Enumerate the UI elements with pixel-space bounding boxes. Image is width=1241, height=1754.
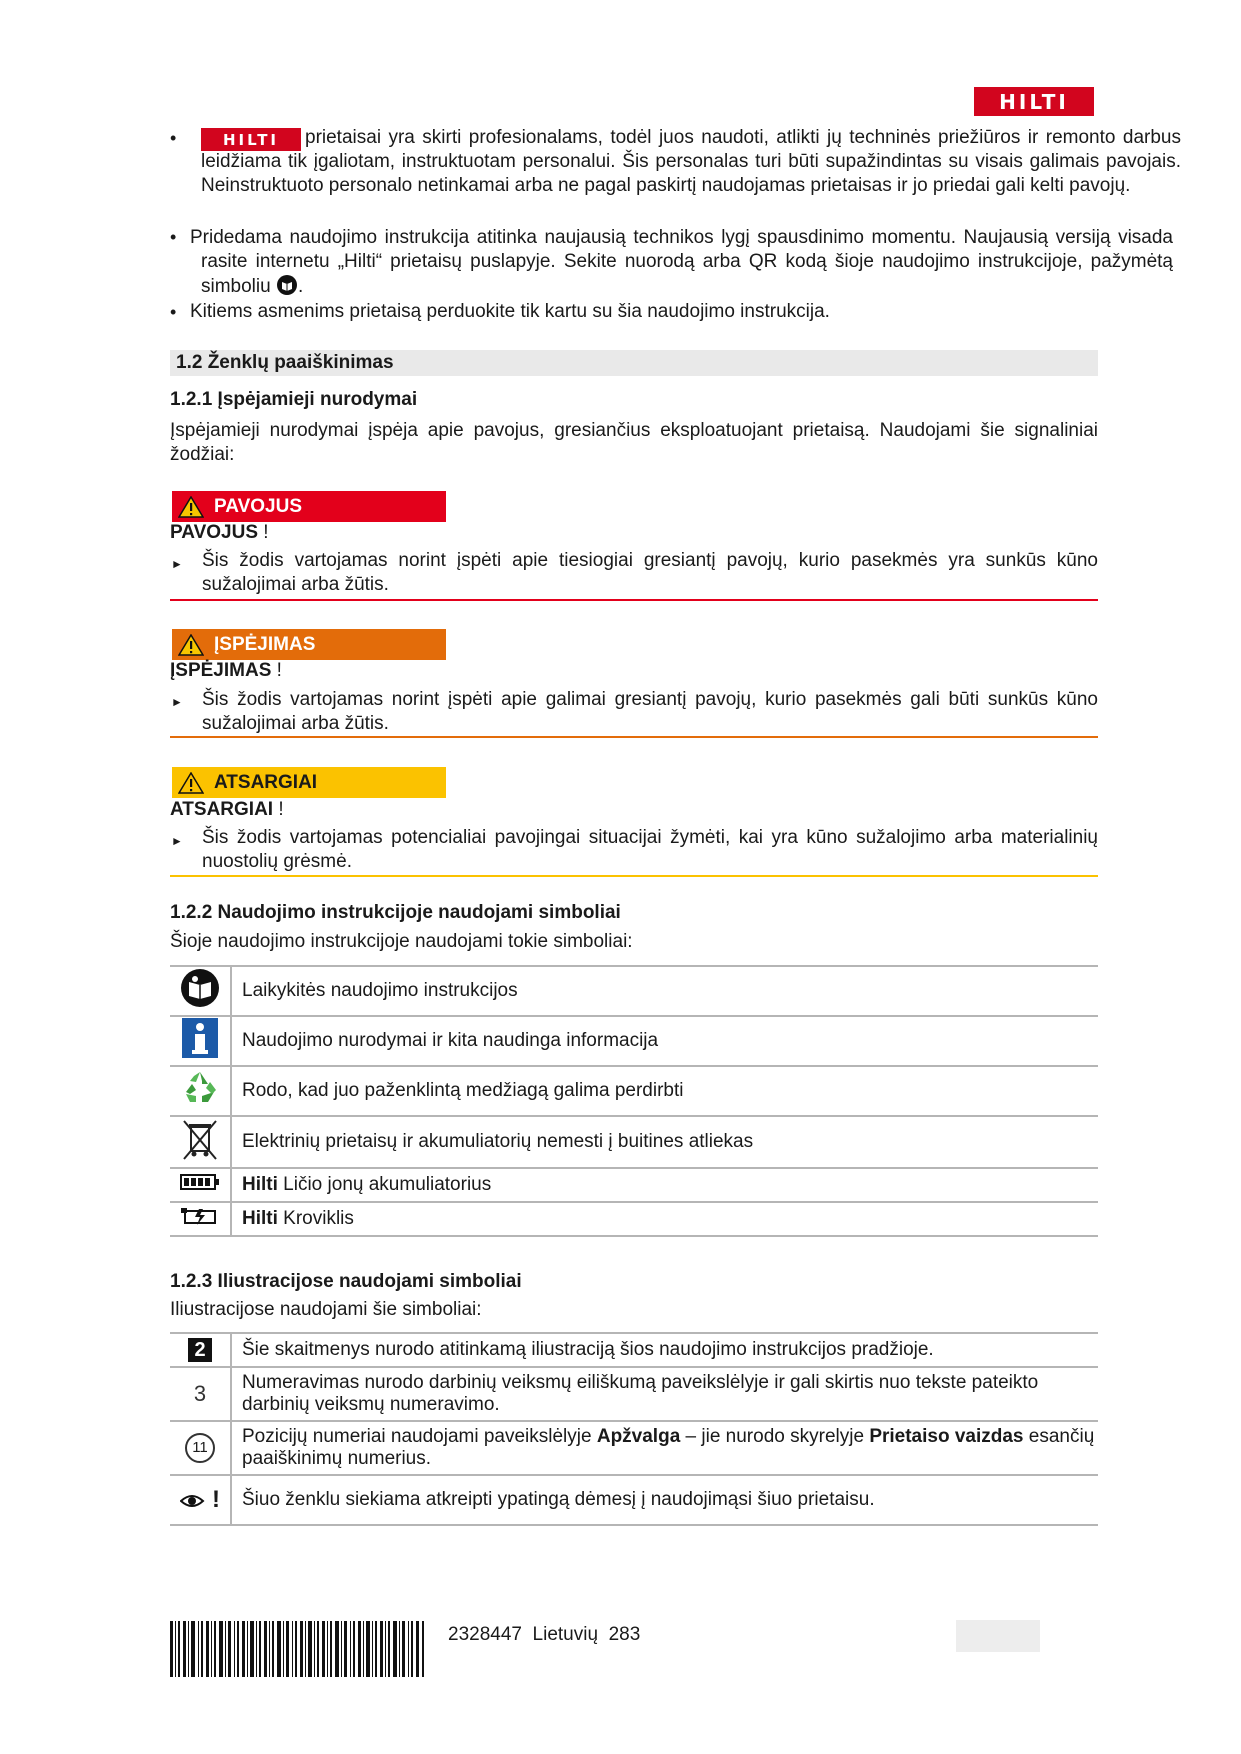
hilti-logo-text: HILTI: [999, 89, 1069, 114]
attention-exclamation: !: [212, 1486, 220, 1513]
caution-description: [202, 826, 1098, 874]
subsection-title-1-2-2: [170, 902, 621, 924]
table-row: [170, 1016, 1098, 1066]
symbol-cell: [170, 1421, 231, 1475]
symbols-table: [170, 965, 1098, 1237]
warning-signal-box: [172, 629, 446, 660]
symbol-cell: [170, 1475, 231, 1525]
intro-bullet-3: [190, 300, 1162, 324]
symbol-description: Laikykitės naudojimo instrukcijos: [231, 966, 1098, 1016]
danger-rule: [170, 599, 1098, 601]
table-row: [170, 966, 1098, 1016]
hilti-inline-logo-text: HILTI: [222, 130, 280, 149]
intro-bullet-2: Pridedama naudojimo instrukcija atitinka naujausią technikos lygį spausdinimo momentu. Naujausią versiją visada rasite internetu „Hilti“ prietaisų puslapyje. Sekite nuorodą arba QR kodą šioje naudojimo instrukcijoje, pažymėtą simboliu .: [190, 227, 1173, 297]
illustration-symbols-intro: [170, 1298, 482, 1322]
table-row: [170, 1066, 1098, 1116]
info-icon: [181, 1017, 219, 1059]
symbols-intro-text: Šioje naudojimo instrukcijoje naudojami tokie simboliai:: [170, 931, 633, 952]
desc-part: – jie nurodo skyrelyje: [680, 1426, 870, 1447]
symbol-cell: [170, 1202, 231, 1236]
symbol-description: [231, 1421, 1098, 1475]
symbol-description: Šie skaitmenys nurodo atitinkamą iliustraciją šios naudojimo instrukcijos pradžioje.: [231, 1333, 1098, 1367]
table-row: [170, 1367, 1098, 1421]
step-number-icon: 3: [193, 1381, 207, 1406]
table-row: [170, 1475, 1098, 1525]
danger-signal-label: PAVOJUS: [214, 495, 302, 517]
symbol-description: [231, 1168, 1098, 1202]
caution-description-text: Šis žodis vartojamas potencialiai pavojingai situacijai žymėti, kai yra kūno sužalojimo arba materialinių nuostolių grėsmė.: [202, 827, 1098, 872]
intro-bullet-1-text: prietaisai yra skirti profesionalams, todėl juos naudoti, atlikti jų techninės priežiūros ir remonto darbus leidžiama tik įgaliotam, instruktuotam personalui. Šis personalas turi būti supažindintas su visais galimais pavojais. Neinstruktuoto personalo netinkamai arba ne pagal paskirtį naudojamas prietaisas ir jo priedai gali kelti pavojų.: [201, 127, 1181, 196]
subsection-title-text: 1.2.1 Įspėjamieji nurodymai: [170, 389, 418, 410]
danger-description: [202, 549, 1098, 597]
brand-name: Hilti: [242, 1174, 278, 1195]
footer-language: Lietuvių: [532, 1624, 599, 1645]
subsection-title-text: 1.2.2 Naudojimo instrukcijoje naudojami simboliai: [170, 902, 621, 923]
warnings-intro-text: Įspėjamieji nurodymai įspėja apie pavojus, gresiančius eksploatuojant prietaisą. Naudojami šie signaliniai žodžiai:: [170, 420, 1098, 465]
caution-heading-text: ATSARGIAI: [170, 799, 274, 820]
symbol-description-text: Kroviklis: [283, 1208, 354, 1229]
symbol-description: Naudojimo nurodymai ir kita naudinga informacija: [231, 1016, 1098, 1066]
symbol-cell: [170, 1367, 231, 1421]
arrow-bullet: ►: [171, 834, 183, 848]
caution-signal-box: [172, 767, 446, 798]
read-manual-icon: [180, 968, 220, 1008]
intro-bullet-2-text: Pridedama naudojimo instrukcija atitinka naujausią technikos lygį spausdinimo momentu. Naujausią versiją visada rasite internetu „Hilti“ prietaisų puslapyje. Sekite nuorodą arba QR kodą šioje naudojimo instrukcijoje, pažymėtą simboliu: [190, 227, 1173, 297]
warnings-intro: [170, 419, 1098, 467]
table-row: [170, 1116, 1098, 1168]
figure-number-icon: 2: [188, 1338, 212, 1362]
warning-signal-label: ĮSPĖJIMAS: [214, 633, 316, 655]
warning-heading-excl: !: [276, 660, 282, 681]
footer-page-number: 283: [608, 1624, 641, 1645]
symbol-description: Elektrinių prietaisų ir akumuliatorių nemesti į buitines atliekas: [231, 1116, 1098, 1168]
hilti-logo: [974, 87, 1094, 116]
warning-rule: [170, 736, 1098, 738]
danger-heading-text: PAVOJUS: [170, 522, 258, 543]
footer-grey-box: [956, 1620, 1040, 1652]
desc-bold: Apžvalga: [596, 1426, 681, 1447]
charger-icon: [179, 1205, 221, 1227]
desc-part: esančių paaiškinimų numerius.: [242, 1426, 1095, 1469]
symbol-description: [231, 1202, 1098, 1236]
danger-heading-excl: !: [263, 522, 269, 543]
barcode: [170, 1621, 426, 1677]
warning-heading: [170, 660, 282, 682]
crossed-bin-icon: [180, 1117, 220, 1161]
desc-bold: Prietaiso vaizdas: [869, 1426, 1024, 1447]
symbol-description: Rodo, kad juo paženklintą medžiagą galima perdirbti: [231, 1066, 1098, 1116]
caution-heading: [170, 799, 284, 821]
symbol-cell: [170, 1116, 231, 1168]
bullet-dot: •: [170, 128, 177, 148]
warning-triangle-icon: [178, 772, 204, 794]
footer-info: [448, 1624, 640, 1646]
bullet-dot: •: [170, 302, 177, 322]
symbol-cell: [170, 1168, 231, 1202]
section-title-bar: [170, 350, 1098, 376]
symbol-cell: [170, 966, 231, 1016]
subsection-title-1-2-3: [170, 1271, 522, 1293]
illustration-symbols-table: [170, 1332, 1098, 1526]
symbol-description-text: Ličio jonų akumuliatorius: [283, 1174, 492, 1195]
read-manual-icon: [276, 274, 298, 296]
warning-description-text: Šis žodis vartojamas norint įspėti apie galimai gresiantį pavojų, kurio pasekmės gali būti sunkūs kūno sužalojimai arba žūtis.: [202, 689, 1098, 734]
symbol-description: Numeravimas nurodo darbinių veiksmų eiliškumą paveikslėlyje ir gali skirtis nuo tekste pateikto darbinių veiksmų numeravimo.: [231, 1367, 1098, 1421]
intro-bullet-1: [201, 126, 1181, 198]
battery-icon: [180, 1173, 220, 1191]
danger-heading: [170, 522, 269, 544]
subsection-title-text: 1.2.3 Iliustracijose naudojami simboliai: [170, 1271, 522, 1292]
illustration-symbols-intro-text: Iliustracijose naudojami šie simboliai:: [170, 1299, 482, 1320]
arrow-bullet: ►: [171, 695, 183, 709]
desc-part: Pozicijų numeriai naudojami paveikslėlyje: [242, 1426, 597, 1447]
intro-bullet-3-text: Kitiems asmenims prietaisą perduokite tik kartu su šia naudojimo instrukcija.: [190, 301, 830, 322]
attention-eye-icon: [180, 1489, 212, 1511]
arrow-bullet: ►: [171, 557, 183, 571]
caution-signal-label: ATSARGIAI: [214, 771, 318, 793]
warning-triangle-icon: [178, 496, 204, 518]
caution-rule: [170, 875, 1098, 877]
caution-heading-excl: !: [278, 799, 284, 820]
warning-heading-text: ĮSPĖJIMAS: [170, 660, 272, 681]
subsection-title-1-2-1: [170, 389, 417, 411]
danger-description-text: Šis žodis vartojamas norint įspėti apie tiesiogiai gresiantį pavojų, kurio pasekmės yra sunkūs kūno sužalojimai arba žūtis.: [202, 550, 1098, 595]
table-row: [170, 1202, 1098, 1236]
symbol-cell: [170, 1066, 231, 1116]
symbols-intro: [170, 930, 633, 954]
table-row: [170, 1333, 1098, 1367]
recycle-icon: [180, 1068, 220, 1108]
section-title: 1.2 Ženklų paaiškinimas: [176, 352, 394, 373]
table-row: [170, 1421, 1098, 1475]
danger-signal-box: [172, 491, 446, 522]
symbol-cell: [170, 1333, 231, 1367]
footer-doc-number: 2328447: [448, 1624, 522, 1645]
bullet-dot: •: [170, 227, 177, 247]
warning-description: [202, 688, 1098, 736]
symbol-cell: [170, 1016, 231, 1066]
symbol-description: Šiuo ženklu siekiama atkreipti ypatingą dėmesį į naudojimąsi šiuo prietaisu.: [231, 1475, 1098, 1525]
position-number-icon: 11: [185, 1433, 215, 1463]
warning-triangle-icon: [178, 634, 204, 656]
table-row: [170, 1168, 1098, 1202]
brand-name: Hilti: [242, 1208, 278, 1229]
